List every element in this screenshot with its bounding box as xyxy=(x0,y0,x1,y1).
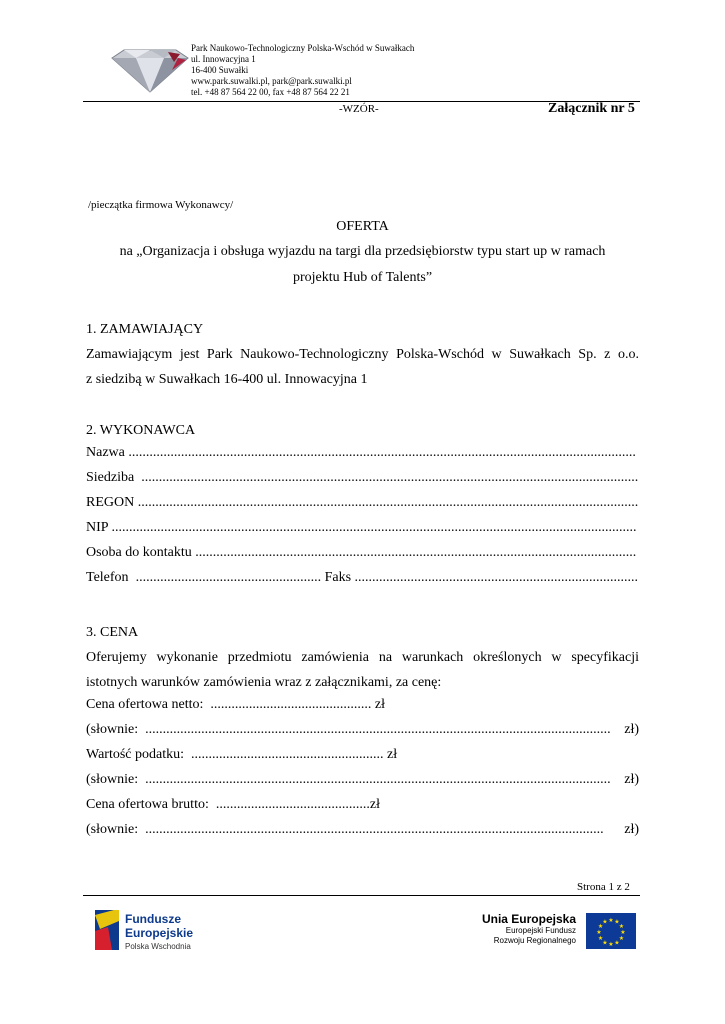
field-price-net[interactable] xyxy=(86,697,639,717)
fill-dots: ................................................................................................................................... xyxy=(145,822,604,837)
currency-label: zł) xyxy=(624,722,639,737)
section-zamawiajacy-heading: 1. ZAMAWIAJĄCY xyxy=(86,322,204,337)
eu-stars-icon xyxy=(586,913,636,949)
currency-label: zł xyxy=(387,747,398,762)
fill-dots: ..................................................................................................................................... xyxy=(145,722,611,737)
currency-label: zł) xyxy=(624,822,639,837)
park-logo-diamond xyxy=(108,48,192,94)
header-line: tel. +48 87 564 22 00, fax +48 87 564 22 21 xyxy=(191,87,350,97)
field-regon[interactable] xyxy=(86,495,639,515)
field-label: (słownie: xyxy=(86,722,139,737)
field-osoba-do-kontaktu[interactable] xyxy=(86,545,639,565)
currency-label: zł) xyxy=(624,772,639,787)
header-line: Park Naukowo-Technologiczny Polska-Wschód w Suwałkach xyxy=(191,43,415,53)
template-label: -WZÓR- xyxy=(339,103,379,115)
footer-divider xyxy=(83,895,640,896)
field-label: Siedziba xyxy=(86,470,135,485)
svg-text:★: ★ xyxy=(602,918,608,926)
currency-label: zł xyxy=(374,697,386,712)
field-nazwa[interactable] xyxy=(86,445,639,465)
offer-subtitle-1: na „Organizacja i obsługa wyjazdu na targi dla przedsiębiorstw typu start up w ramach xyxy=(119,244,606,259)
field-label: NIP xyxy=(86,520,109,535)
field-label: Wartość podatku: xyxy=(86,747,185,762)
section-zamawiajacy-line1: Zamawiającym jest Park Naukowo-Technologiczny Polska-Wschód w Suwałkach Sp. z o.o. xyxy=(86,347,639,362)
field-label: Osoba do kontaktu xyxy=(86,545,192,560)
fill-dots: ...................................................................................................................................................... xyxy=(111,520,637,535)
field-price-gross[interactable] xyxy=(86,797,639,817)
ue-sub2: Rozwoju Regionalnego xyxy=(493,936,576,945)
svg-text:★: ★ xyxy=(597,923,604,930)
offer-subtitle-2: projektu Hub of Talents” xyxy=(292,270,433,285)
svg-text:★: ★ xyxy=(620,929,626,936)
header-line: 16-400 Suwałki xyxy=(191,65,249,75)
field-price-gross-words[interactable] xyxy=(86,822,639,842)
section-cena-para2: istotnych warunków zamówienia wraz z załącznikami, za cenę: xyxy=(86,675,442,690)
header-line: ul. Innowacyjna 1 xyxy=(191,54,256,64)
field-label: Cena ofertowa brutto: xyxy=(86,797,209,812)
svg-text:★: ★ xyxy=(618,923,625,930)
field-label: (słownie: xyxy=(86,772,139,787)
svg-text:★: ★ xyxy=(608,917,614,924)
field-label: Nazwa xyxy=(86,445,125,460)
fill-dots: ................................................................................. xyxy=(354,570,639,585)
fill-dots: .............................................. xyxy=(210,697,372,712)
section-cena-heading: 3. CENA xyxy=(86,625,139,640)
fill-dots: ............................................ xyxy=(215,797,370,812)
fundusze-europejskie-logo xyxy=(92,907,212,955)
fe-line1: Fundusze xyxy=(125,912,181,926)
svg-text:★: ★ xyxy=(597,935,604,942)
ue-caption xyxy=(476,912,576,946)
offer-title: OFERTA xyxy=(336,219,389,234)
ue-sub1: Europejski Fundusz xyxy=(505,926,576,935)
field-telefon-faks[interactable] xyxy=(86,570,639,590)
ue-title: Unia Europejska xyxy=(481,912,576,926)
section-cena-para1: Oferujemy wykonanie przedmiotu zamówienia na warunkach określonych w specyfikacji xyxy=(86,650,639,665)
field-label: Telefon xyxy=(86,570,129,585)
field-label: Faks xyxy=(324,570,352,585)
fill-dots: .............................................................................................................................. xyxy=(195,545,637,560)
field-tax-words[interactable] xyxy=(86,772,639,792)
header-address xyxy=(191,43,414,98)
page-number: Strona 1 z 2 xyxy=(577,881,630,893)
fill-dots: ............................................................................................................................................... xyxy=(137,495,639,510)
field-price-net-words[interactable] xyxy=(86,722,639,742)
section-wykonawca-heading: 2. WYKONAWCA xyxy=(86,423,196,438)
fill-dots: .............................................................................................................................................. xyxy=(141,470,639,485)
field-label: (słownie: xyxy=(86,822,139,837)
fill-dots: ................................................................................................................................................. xyxy=(128,445,636,460)
header-line: www.park.suwalki.pl, park@park.suwalki.pl xyxy=(191,76,352,86)
company-stamp-label: /pieczątka firmowa Wykonawcy/ xyxy=(88,199,234,211)
field-siedziba[interactable] xyxy=(86,470,639,490)
fill-dots: ..................................................... xyxy=(135,570,322,585)
svg-text:★: ★ xyxy=(596,929,602,936)
fe-line2: Europejskie xyxy=(125,926,194,940)
svg-text:★: ★ xyxy=(608,941,614,948)
section-zamawiajacy-line2: z siedzibą w Suwałkach 16-400 ul. Innowacyjna 1 xyxy=(86,372,368,387)
currency-label: zł xyxy=(369,797,380,812)
svg-text:★: ★ xyxy=(614,939,620,947)
field-nip[interactable] xyxy=(86,520,639,540)
field-label: REGON xyxy=(86,495,135,510)
field-tax[interactable] xyxy=(86,747,639,767)
eu-flag-icon xyxy=(586,913,636,949)
field-label: Cena ofertowa netto: xyxy=(86,697,204,712)
svg-text:★: ★ xyxy=(602,939,608,947)
svg-text:★: ★ xyxy=(618,935,625,942)
fill-dots: ....................................................... xyxy=(191,747,384,762)
attachment-number: Załącznik nr 5 xyxy=(548,101,635,116)
svg-text:★: ★ xyxy=(614,918,620,926)
fill-dots: ..................................................................................................................................... xyxy=(145,772,611,787)
fe-line3: Polska Wschodnia xyxy=(125,942,191,951)
